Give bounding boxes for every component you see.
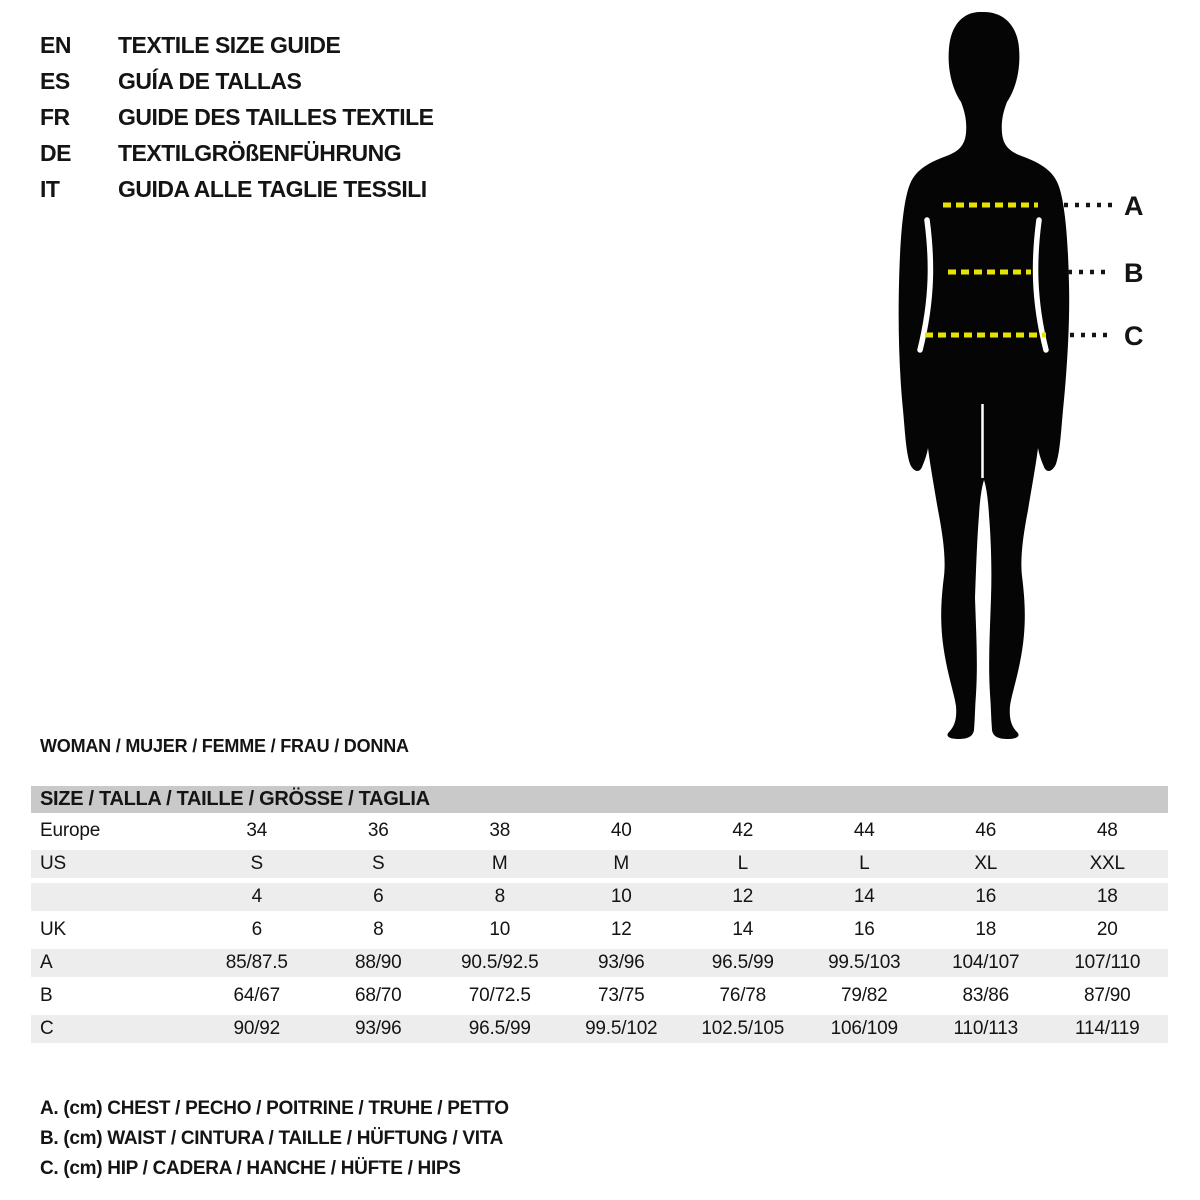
size-cell: 79/82 xyxy=(840,985,888,1006)
size-cell: 12 xyxy=(732,886,754,907)
size-cell: 68/70 xyxy=(354,985,402,1006)
table-row-waist-b xyxy=(31,982,1168,1010)
legend-item-chest: A. (cm) CHEST / PECHO / POITRINE / TRUHE / PETTO xyxy=(40,1098,509,1119)
language-row xyxy=(40,63,434,99)
table-row-hip-c xyxy=(31,1015,1168,1043)
size-table-header: SIZE / TALLA / TAILLE / GRÖSSE / TAGLIA xyxy=(31,786,1168,813)
size-cell: XXL xyxy=(1089,853,1125,874)
size-cell: 40 xyxy=(610,820,632,841)
language-label: GUÍA DE TALLAS xyxy=(118,67,302,94)
legend-item-waist: B. (cm) WAIST / CINTURA / TAILLE / HÜFTUNG / VITA xyxy=(40,1128,504,1149)
size-cell: 114/119 xyxy=(1075,1018,1140,1039)
size-cell: 38 xyxy=(489,820,511,841)
size-cell: 93/96 xyxy=(354,1018,402,1039)
size-cell: 14 xyxy=(732,919,754,940)
table-row-europe xyxy=(31,817,1168,845)
size-cell: 14 xyxy=(853,886,875,907)
size-table xyxy=(31,786,1168,1048)
woman-silhouette-graphic xyxy=(898,8,1200,740)
size-cell: L xyxy=(859,853,870,874)
measure-label-a: A xyxy=(1124,191,1144,221)
size-cell: 99.5/102 xyxy=(585,1018,658,1039)
size-cell: 8 xyxy=(373,919,384,940)
size-cell: 20 xyxy=(1096,919,1118,940)
size-cell: 110/113 xyxy=(953,1018,1018,1039)
size-cell: 8 xyxy=(494,886,505,907)
size-cell: 42 xyxy=(732,820,754,841)
language-label: TEXTILE SIZE GUIDE xyxy=(118,31,341,58)
row-label: US xyxy=(40,853,66,874)
measurement-legend xyxy=(40,1094,509,1184)
size-cell: 12 xyxy=(610,919,632,940)
size-cell: L xyxy=(737,853,748,874)
size-cell: 6 xyxy=(373,886,384,907)
size-cell: 46 xyxy=(975,820,997,841)
size-cell: 10 xyxy=(489,919,511,940)
language-code: FR xyxy=(40,103,70,130)
size-cell: S xyxy=(250,853,263,874)
row-label: A xyxy=(40,952,53,973)
size-cell: 93/96 xyxy=(597,952,645,973)
row-label: UK xyxy=(40,919,66,940)
size-cell: 70/72.5 xyxy=(468,985,531,1006)
size-cell: 96.5/99 xyxy=(711,952,774,973)
size-cell: 96.5/99 xyxy=(468,1018,531,1039)
row-label: B xyxy=(40,985,53,1006)
row-label xyxy=(31,883,196,911)
legend-item-hip: C. (cm) HIP / CADERA / HANCHE / HÜFTE / HIPS xyxy=(40,1158,461,1179)
row-label: C xyxy=(40,1018,54,1039)
language-code: ES xyxy=(40,67,70,94)
language-row xyxy=(40,171,434,207)
size-cell: 83/86 xyxy=(962,985,1010,1006)
table-row-us-numeric xyxy=(31,883,1168,911)
size-cell: 90/92 xyxy=(233,1018,281,1039)
size-guide-figure xyxy=(898,8,1200,740)
language-code: IT xyxy=(40,175,60,202)
table-row-chest-a xyxy=(31,949,1168,977)
section-title-woman: WOMAN / MUJER / FEMME / FRAU / DONNA xyxy=(40,736,409,756)
woman-silhouette xyxy=(899,12,1070,739)
language-code: DE xyxy=(40,139,71,166)
size-cell: 44 xyxy=(853,820,875,841)
size-cell: 104/107 xyxy=(952,952,1020,973)
size-cell: 88/90 xyxy=(354,952,402,973)
measure-label-c: C xyxy=(1124,321,1144,351)
table-row-uk xyxy=(31,916,1168,944)
language-row xyxy=(40,135,434,171)
size-cell: 102.5/105 xyxy=(701,1018,785,1039)
row-label: Europe xyxy=(40,820,101,841)
size-cell: 18 xyxy=(1096,886,1118,907)
size-cell: XL xyxy=(974,853,998,874)
size-cell: 4 xyxy=(251,886,262,907)
size-cell: 106/109 xyxy=(830,1018,898,1039)
size-cell: 10 xyxy=(610,886,632,907)
size-cell: 36 xyxy=(367,820,389,841)
language-label: TEXTILGRÖßENFÜHRUNG xyxy=(118,139,402,166)
size-cell: 16 xyxy=(975,886,997,907)
table-row-us xyxy=(31,850,1168,878)
size-cell: 99.5/103 xyxy=(828,952,901,973)
size-cell: 107/110 xyxy=(1074,952,1141,973)
size-cell: 16 xyxy=(853,919,875,940)
size-cell: 90.5/92.5 xyxy=(461,952,539,973)
language-row xyxy=(40,27,434,63)
size-cell: 73/75 xyxy=(597,985,645,1006)
language-code: EN xyxy=(40,31,71,58)
size-cell: 85/87.5 xyxy=(225,952,288,973)
size-cell: M xyxy=(613,853,630,874)
size-cell: 6 xyxy=(251,919,262,940)
language-label: GUIDA ALLE TAGLIE TESSILI xyxy=(118,175,427,202)
size-cell: 76/78 xyxy=(719,985,767,1006)
language-label: GUIDE DES TAILLES TEXTILE xyxy=(118,103,434,130)
size-cell: 87/90 xyxy=(1083,985,1131,1006)
language-row xyxy=(40,99,434,135)
size-cell: M xyxy=(491,853,508,874)
measure-label-b: B xyxy=(1124,258,1144,288)
size-cell: 48 xyxy=(1096,820,1118,841)
size-cell: 64/67 xyxy=(233,985,281,1006)
language-title-block xyxy=(40,27,434,207)
size-cell: 34 xyxy=(246,820,268,841)
size-cell: S xyxy=(372,853,385,874)
size-cell: 18 xyxy=(975,919,997,940)
